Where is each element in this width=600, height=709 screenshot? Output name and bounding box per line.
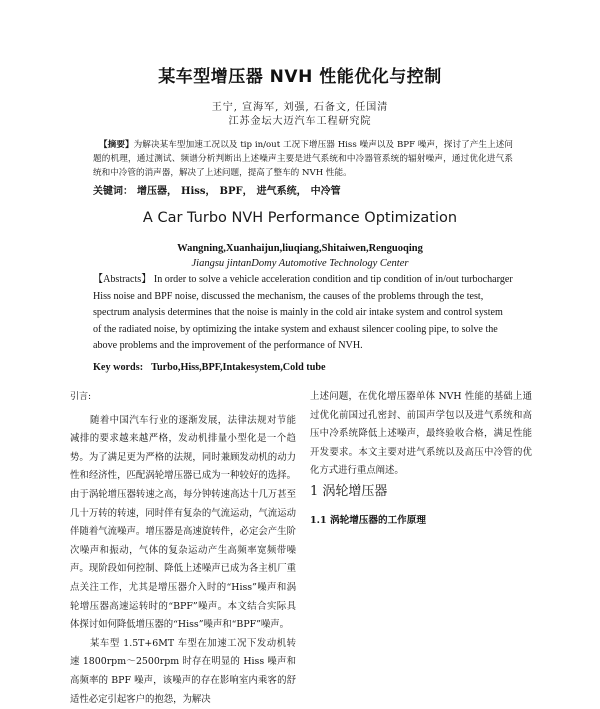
keywords-en-text: Turbo,Hiss,BPF,Intakesystem,Cold tube: [151, 362, 326, 373]
body-left-column: [70, 388, 296, 709]
intro-label: 引言:: [70, 392, 92, 402]
body-paragraph: 上述问题，在优化增压器单体 NVH 性能的基础上通过优化前国过孔密封、前国声学包以及进气系统和高压中冷系统降低上述噪声，最终验收合格，满足性能开发要求。本文主要对进气系统以及高压中冷管的优化方式进行重点阐述。: [310, 391, 532, 477]
section-heading-1-1: 1.1 涡轮增压器的工作原理: [310, 515, 426, 526]
body-paragraph: 随着中国汽车行业的逐渐发展，法律法规对节能减排的要求越来越严格，发动机排量小型化是一个趋势。为了满足更为严格的法规，同时兼顾发动机的动力性和经济性，匹配涡轮增压器已成为一种较好的选择。由于涡轮增压器转速之高，每分钟转速高达十几万甚至几十万转的转速，同时伴有复杂的气流运动，气流运动伴随着气流噪声。增压器是高速旋转件，必定会产生阶次噪声和振动，气体的复杂运动产生高频率宽频带噪声。现阶段如何控制、降低上述噪声已成为各主机厂重点关注工作，尤其是增压器介入时的“Hiss”噪声和涡轮增压器高速运转时的“BPF”噪声。本文结合实际具体探讨如何降低增压器的“Hiss”噪声和“BPF”噪声。: [70, 414, 296, 631]
section-heading-1: 1 涡轮增压器: [310, 484, 388, 499]
body-paragraph: 某车型 1.5T+6MT 车型在加速工况下发动机转速 1800rpm～2500rpm 时存在明显的 Hiss 噪声和高频率的 BPF 噪声，该噪声的存在影响室内乘客的舒适性必定引起客户的抱怨，为解决: [70, 637, 296, 705]
abstract-cn-label: 【摘要】: [99, 140, 134, 150]
keywords-en-label: Key words:: [93, 362, 144, 373]
abstract-cn-text: 为解决某车型加速工况以及 tip in/out 工况下增压器 Hiss 噪声以及 BPF 噪声，探讨了产生上述问题的机理，通过测试、频谱分析判断出上述噪声主要是进气系统和中冷器管系统的辐射噪声，通过优化进气系统和中冷管的消声器，解决了上述问题，提高了整车的 NVH 性能。: [93, 140, 513, 178]
body-right-column: [310, 388, 532, 481]
organization-cn: 江苏金坛大迈汽车工程研究院: [228, 116, 372, 127]
keywords-cn-label: 关键词：: [93, 186, 133, 197]
keyword-cn-item: 增压器，: [137, 186, 177, 197]
authors-cn: 王宁, 宣海军, 刘强, 石备文, 任国清: [211, 102, 389, 113]
keyword-cn-item: BPF，: [219, 186, 253, 197]
abstract-cn: [93, 138, 513, 180]
abstract-en-label: 【Abstracts】: [93, 274, 152, 285]
keyword-cn-item: 进气系统，: [256, 186, 307, 197]
paper-title-en: A Car Turbo NVH Performance Optimization: [142, 210, 458, 226]
keyword-cn-item: Hiss，: [181, 186, 216, 197]
keywords-cn: [93, 182, 345, 197]
authors-en: Wangning,Xuanhaijun,liuqiang,Shitaiwen,Renguoqing: [177, 243, 423, 254]
organization-en: Jiangsu jintanDomy Automotive Technology Center: [191, 258, 409, 269]
abstract-en: [93, 272, 513, 355]
abstract-en-text: In order to solve a vehicle acceleration condition and tip condition of in/out turbocharger Hiss noise and BPF noise, discussed the mechanism, the causes of the problems through the test, spectrum analysis determines that the noise is mainly in the cold air intake system and control system of the radiated noise, by optimizing the intake system and exhaust silencer cooling pipe, to solve the above problems and the improvement of the performance of NVH.: [93, 274, 513, 351]
keywords-en: [93, 362, 326, 373]
paper-title-cn: 某车型增压器 NVH 性能优化与控制: [158, 67, 442, 87]
keyword-cn-item: 中冷管: [310, 186, 341, 197]
